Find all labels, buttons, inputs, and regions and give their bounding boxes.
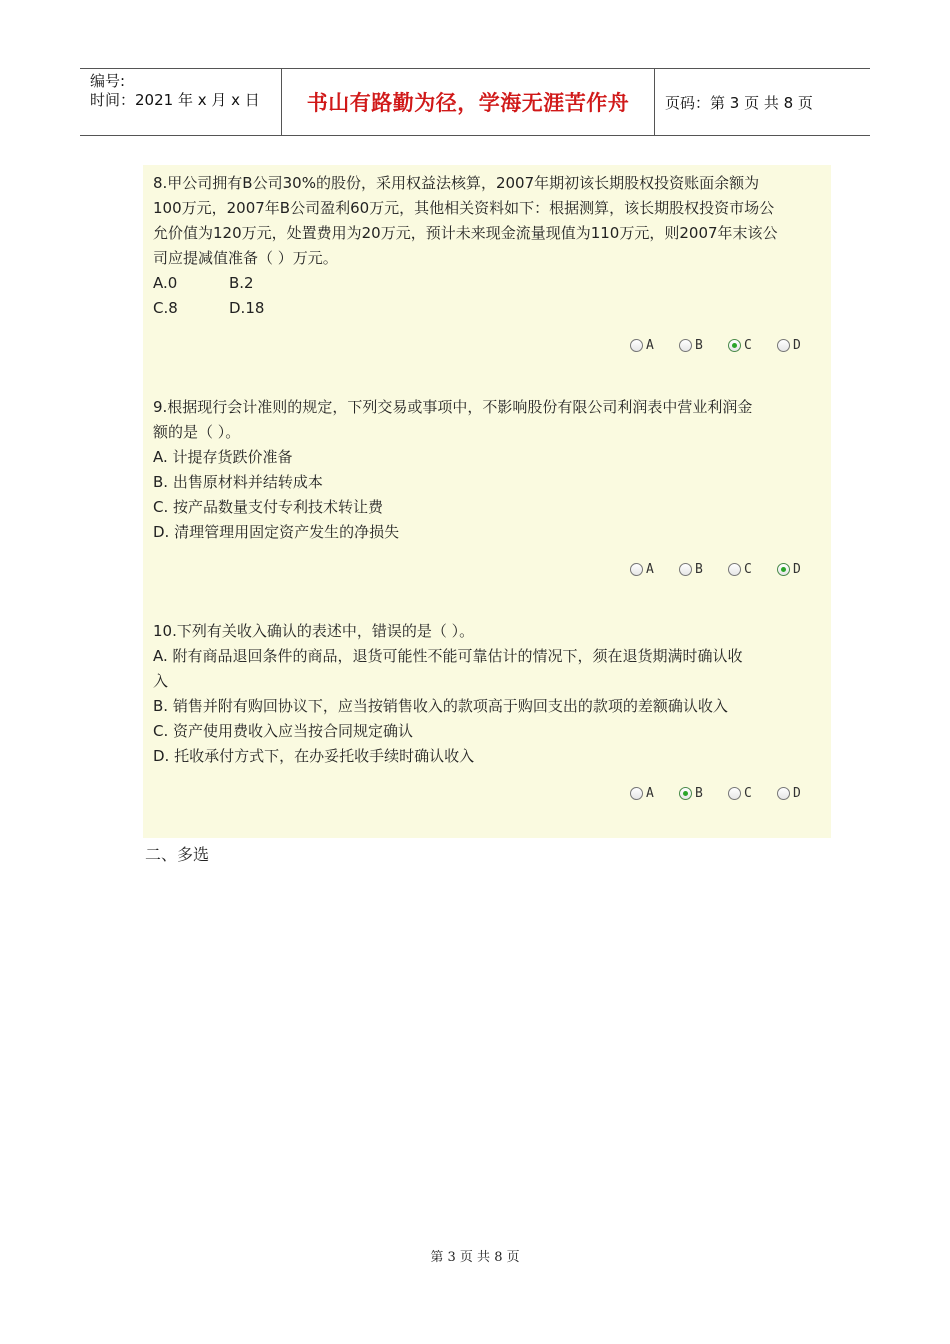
answer-option-label: A: [646, 338, 654, 353]
radio-button[interactable]: [679, 787, 692, 800]
answer-option-b[interactable]: [679, 562, 728, 577]
answer-option-b[interactable]: [679, 786, 728, 801]
question-10: [153, 619, 829, 769]
document-header: [80, 68, 870, 136]
question-9: [153, 395, 829, 545]
answer-option-label: C: [744, 338, 752, 353]
answer-option-label: D: [793, 338, 801, 353]
question-stem-line: 9.根据现行会计准则的规定，下列交易或事项中，不影响股份有限公司利润表中营业利润金: [153, 398, 753, 416]
answer-option-a[interactable]: [630, 338, 679, 353]
radio-button[interactable]: [728, 563, 741, 576]
page-label: 页码：第 3 页 共 8 页: [665, 93, 813, 112]
choice-b: B.2: [229, 274, 254, 292]
answer-option-d[interactable]: [777, 786, 826, 801]
number-label: 编号:: [90, 72, 126, 90]
radio-button[interactable]: [777, 787, 790, 800]
choice-d: D.18: [229, 299, 265, 317]
choice-a: A.0: [153, 274, 178, 292]
question-stem-line: 100万元，2007年B公司盈利60万元，其他相关资料如下：根据测算，该长期股权投资市场公: [153, 199, 775, 217]
question-8: [153, 171, 829, 321]
choice-b: B. 销售并附有购回协议下，应当按销售收入的款项高于购回支出的款项的差额确认收入: [153, 697, 728, 715]
radio-button[interactable]: [679, 339, 692, 352]
choice-row: [153, 271, 829, 296]
radio-dot: [683, 791, 688, 796]
question-stem-line: 额的是（ ）。: [153, 423, 241, 441]
answer-option-label: A: [646, 786, 654, 801]
answer-option-label: B: [695, 562, 703, 577]
choice-a-continued: 入: [153, 672, 169, 690]
motto: 书山有路勤为径，学海无涯苦作舟: [281, 69, 655, 135]
time-label: 时间：2021 年 x 月 x 日: [90, 91, 260, 109]
radio-button[interactable]: [777, 339, 790, 352]
choice-a: A. 附有商品退回条件的商品，退货可能性不能可靠估计的情况下，须在退货期满时确认收: [153, 647, 743, 665]
header-left-cell: [80, 69, 281, 135]
answer-options-10: [630, 786, 826, 801]
answer-options-8: [630, 338, 826, 353]
radio-dot: [781, 567, 786, 572]
question-panel: [143, 165, 831, 838]
radio-button[interactable]: [728, 787, 741, 800]
answer-option-c[interactable]: [728, 786, 777, 801]
radio-button[interactable]: [728, 339, 741, 352]
answer-option-d[interactable]: [777, 338, 826, 353]
section-title: 二、多选: [145, 845, 210, 864]
answer-option-label: D: [793, 562, 801, 577]
radio-button[interactable]: [630, 339, 643, 352]
radio-button[interactable]: [630, 563, 643, 576]
choice-b: B. 出售原材料并结转成本: [153, 473, 323, 491]
radio-button[interactable]: [777, 563, 790, 576]
choice-c: C.8: [153, 299, 178, 317]
answer-option-d[interactable]: [777, 562, 826, 577]
radio-dot: [732, 343, 737, 348]
answer-option-label: B: [695, 786, 703, 801]
question-stem-line: 允价值为120万元，处置费用为20万元，预计未来现金流量现值为110万元，则2007年末该公: [153, 224, 778, 242]
choice-c: C. 资产使用费收入应当按合同规定确认: [153, 722, 414, 740]
choice-d: D. 托收承付方式下，在办妥托收手续时确认收入: [153, 747, 475, 765]
answer-option-b[interactable]: [679, 338, 728, 353]
answer-option-a[interactable]: [630, 786, 679, 801]
choice-a: A. 计提存货跌价准备: [153, 448, 293, 466]
answer-option-label: D: [793, 786, 801, 801]
question-stem-line: 10.下列有关收入确认的表述中，错误的是（ ）。: [153, 622, 475, 640]
radio-button[interactable]: [630, 787, 643, 800]
page-footer: 第 3 页 共 8 页: [430, 1250, 520, 1265]
answer-option-a[interactable]: [630, 562, 679, 577]
question-stem-line: 司应提减值准备（ ）万元。: [153, 249, 338, 267]
answer-option-label: A: [646, 562, 654, 577]
question-stem-line: 8.甲公司拥有B公司30%的股份，采用权益法核算，2007年期初该长期股权投资账面余额为: [153, 174, 760, 192]
radio-button[interactable]: [679, 563, 692, 576]
choice-c: C. 按产品数量支付专利技术转让费: [153, 498, 384, 516]
answer-option-label: C: [744, 562, 752, 577]
answer-options-9: [630, 562, 826, 577]
answer-option-c[interactable]: [728, 562, 777, 577]
answer-option-label: B: [695, 338, 703, 353]
choice-d: D. 清理管理用固定资产发生的净损失: [153, 523, 400, 541]
choice-row: [153, 296, 829, 321]
answer-option-label: C: [744, 786, 752, 801]
answer-option-c[interactable]: [728, 338, 777, 353]
